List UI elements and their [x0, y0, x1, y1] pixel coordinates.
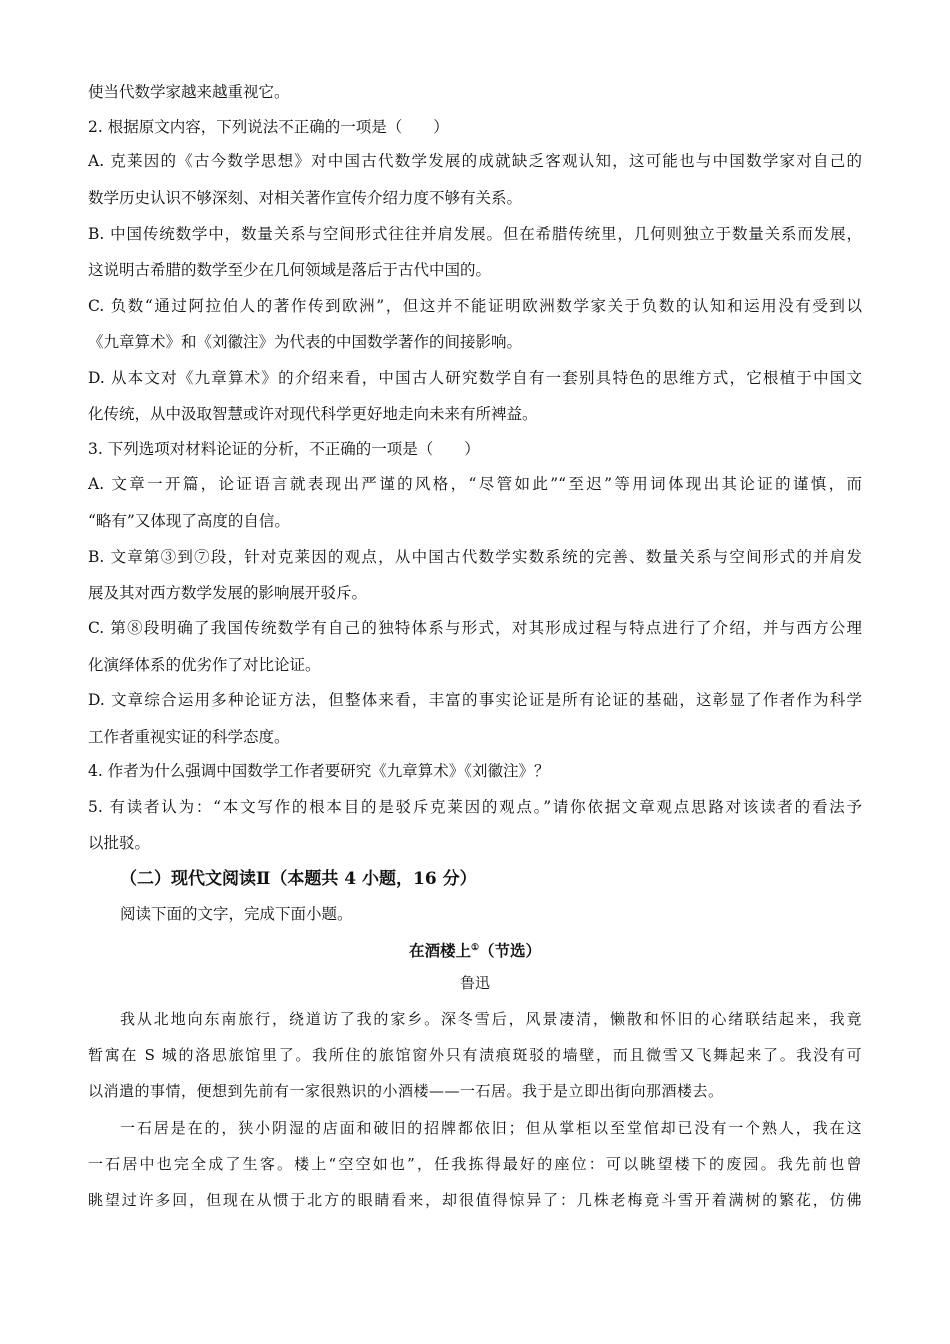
q3-option-a: A. 文章一开篇，论证语言就表现出严谨的风格，“尽管如此”“至迟”等用词体现出其论证的谨慎，而	[88, 475, 862, 493]
text-line: 使当代数学家越来越重视它。	[88, 83, 290, 101]
q2-option-c: C. 负数“通过阿拉伯人的著作传到欧洲”，但这并不能证明欧洲数学家关于负数的认知和运用没有受到以	[88, 297, 862, 315]
story-line: 一石居是在的，狭小阴湿的店面和破旧的招牌都依旧；但从掌柜以至堂倌却已没有一个熟人，我在这	[120, 1119, 862, 1137]
question-4-stem: 4. 作者为什么强调中国数学工作者要研究《九章算术》《刘徽注》？	[88, 762, 550, 780]
section-instruction: 阅读下面的文字，完成下面小题。	[120, 905, 353, 923]
question-3-stem: 3. 下列选项对材料论证的分析，不正确的一项是（ ）	[88, 440, 480, 458]
question-5-stem: 5. 有读者认为：“本文写作的根本目的是驳斥克莱因的观点。”请你依据文章观点思路对该读者的看法予	[88, 798, 862, 816]
q3-option-c: C. 第⑧段明确了我国传统数学有自己的独特体系与形式，对其形成过程与特点进行了介绍，并与西方公理	[88, 619, 862, 637]
story-line: 以消遣的事情，便想到先前有一家很熟识的小酒楼——一石居。我于是立即出街向那酒楼去。	[88, 1082, 724, 1100]
q3-option-b: B. 文章第③到⑦段，针对克莱因的观点，从中国古代数学实数系统的完善、数量关系与空间形式的并肩发	[88, 548, 862, 566]
footnote-marker: ①	[470, 943, 480, 953]
q2-option-a-cont: 数学历史认识不够深刻、对相关著作宣传介绍力度不够有关系。	[88, 189, 523, 207]
section-heading: （二）现代文阅读Ⅱ（本题共 4 小题，16 分）	[120, 869, 477, 889]
q3-option-b-cont: 展及其对西方数学发展的影响展开驳斥。	[88, 584, 368, 602]
q2-option-a: A. 克莱因的《古今数学思想》对中国古代数学发展的成就缺乏客观认知，这可能也与中国数学家对自己的	[88, 152, 862, 170]
story-line: 一石居中也完全成了生客。楼上“空空如也”，任我拣得最好的座位：可以眺望楼下的废园。我先前也曾	[88, 1155, 862, 1173]
q2-option-b-cont: 这说明古希腊的数学至少在几何领域是落后于古代中国的。	[88, 261, 492, 279]
q2-option-c-cont: 《九章算术》和《刘徽注》为代表的中国数学著作的间接影响。	[88, 333, 523, 351]
q2-option-d-cont: 化传统，从中汲取智慧或许对现代科学更好地走向未来有所裨益。	[88, 405, 538, 423]
article-title-suffix: （节选）	[479, 941, 542, 961]
q2-option-d: D. 从本文对《九章算术》的介绍来看，中国古人研究数学自有一套别具特色的思维方式，它根植于中国文	[88, 369, 862, 387]
article-title	[88, 937, 862, 962]
q3-option-d-cont: 工作者重视实证的科学态度。	[88, 728, 290, 746]
story-line: 暂寓在 S 城的洛思旅馆里了。我所住的旅馆窗外只有渍痕斑驳的墙壁，而且微雪又飞舞起来了。我没有可	[88, 1046, 862, 1064]
q3-option-c-cont: 化演绎体系的优劣作了对比论证。	[88, 656, 321, 674]
article-author: 鲁迅	[459, 974, 490, 992]
q3-option-a-cont: “略有”又体现了高度的自信。	[88, 512, 290, 530]
question-5-cont: 以批驳。	[88, 834, 151, 852]
story-line: 我从北地向东南旅行，绕道访了我的家乡。深冬雪后，风景凄清，懒散和怀旧的心绪联结起来，我竟	[120, 1010, 862, 1028]
article-title-text: 在酒楼上	[408, 941, 471, 961]
story-line: 眺望过许多回，但现在从惯于北方的眼睛看来，却很值得惊异了：几株老梅竟斗雪开着满树的繁花，仿佛	[88, 1191, 862, 1209]
q2-option-b: B. 中国传统数学中，数量关系与空间形式往往并肩发展。但在希腊传统里，几何则独立于数量关系而发展，	[88, 225, 862, 243]
question-2-stem: 2. 根据原文内容，下列说法不正确的一项是（ ）	[88, 118, 449, 136]
q3-option-d: D. 文章综合运用多种论证方法，但整体来看，丰富的事实论证是所有论证的基础，这彰显了作者作为科学	[88, 691, 862, 709]
